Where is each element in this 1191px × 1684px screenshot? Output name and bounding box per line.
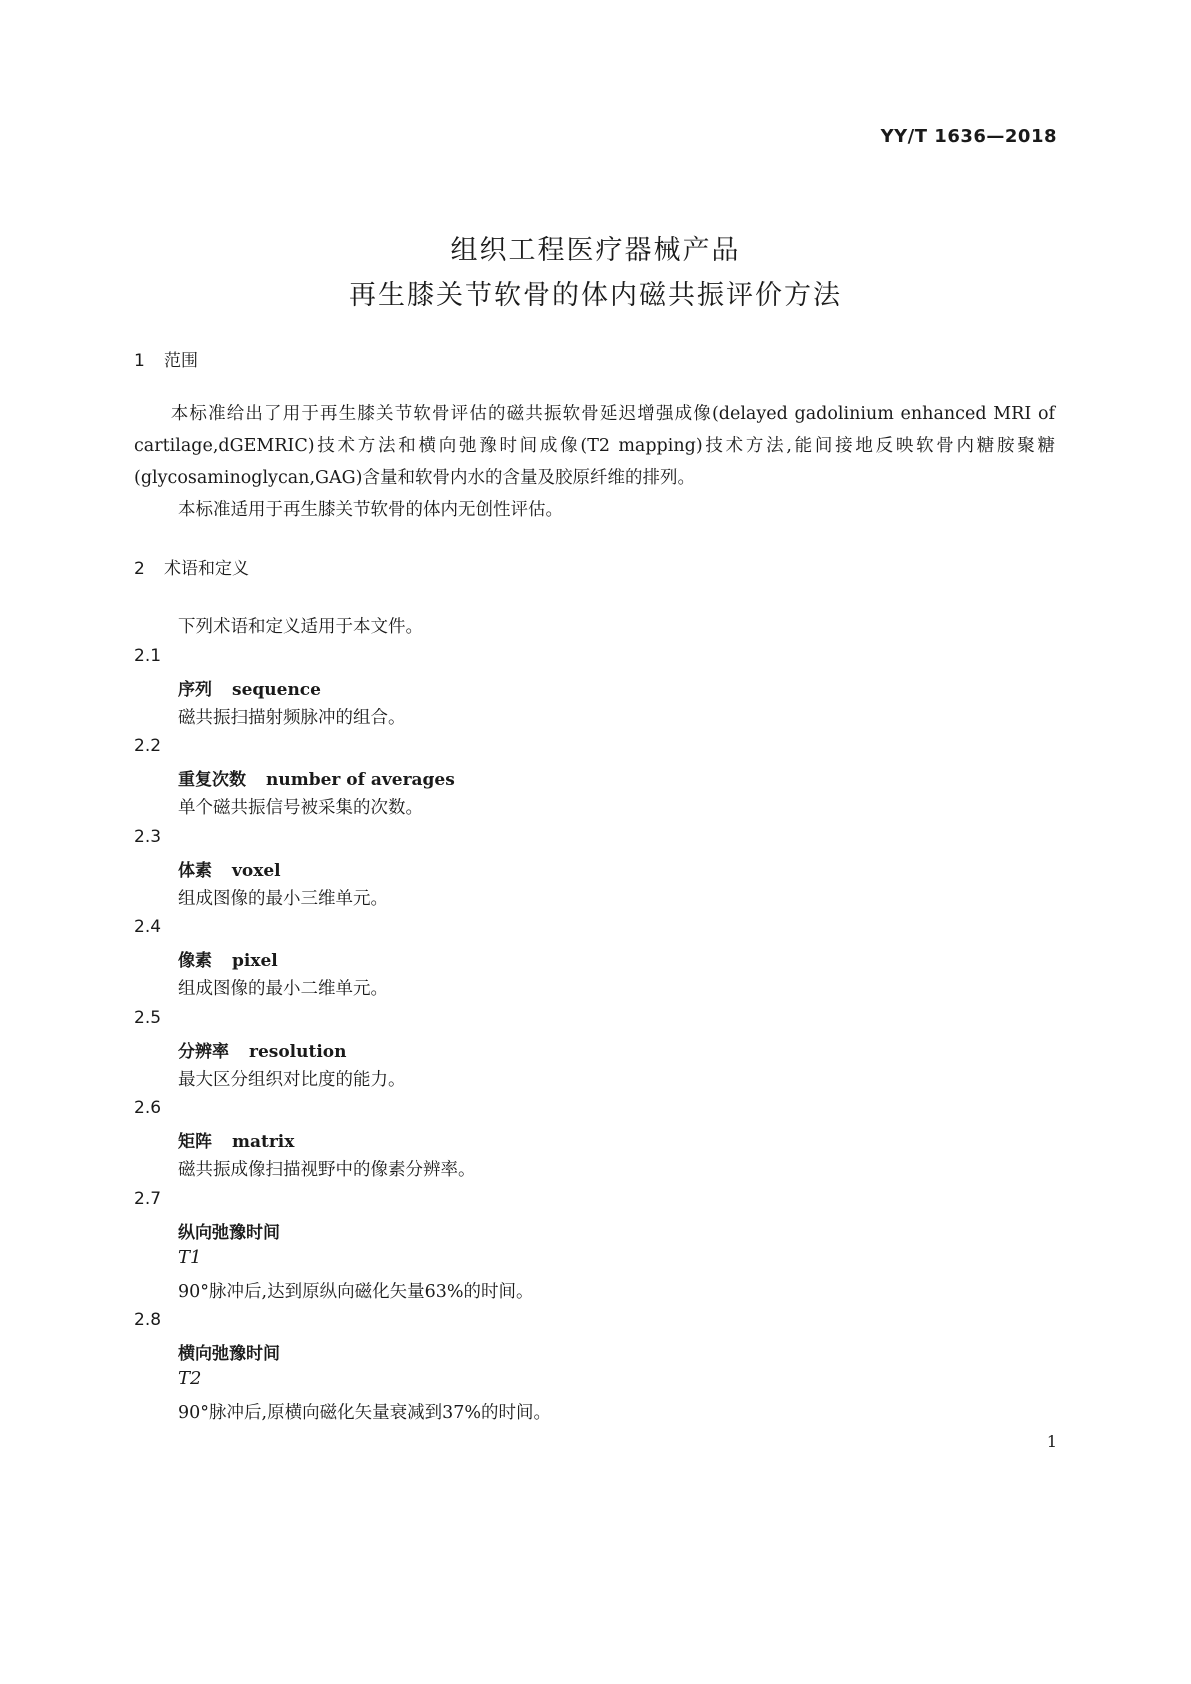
clause-number: 2.5 <box>134 1008 162 1028</box>
term-zh: 体素 <box>178 861 212 881</box>
standard-number: YY/T 1636—2018 <box>880 126 1057 147</box>
term-symbol: T1 <box>178 1247 202 1268</box>
terms-intro: 下列术语和定义适用于本文件。 <box>178 617 423 637</box>
section-title: 术语和定义 <box>164 559 249 579</box>
clause-number: 2.7 <box>134 1189 162 1209</box>
term-en: voxel <box>232 861 281 881</box>
clause-number: 2.4 <box>134 917 162 937</box>
clause-number: 2.6 <box>134 1098 162 1118</box>
clause-number: 2.1 <box>134 646 162 666</box>
document-title-line2: 再生膝关节软骨的体内磁共振评价方法 <box>349 280 842 311</box>
term-zh: 重复次数 <box>178 770 246 790</box>
section-1-heading <box>134 346 198 371</box>
term-entry <box>178 1127 294 1152</box>
term-zh: 分辨率 <box>178 1042 229 1062</box>
term-zh: 横向弛豫时间 <box>178 1344 280 1364</box>
term-symbol: T2 <box>178 1368 202 1389</box>
term-zh: 纵向弛豫时间 <box>178 1223 280 1243</box>
clause-number: 2.8 <box>134 1310 162 1330</box>
term-zh: 像素 <box>178 951 212 971</box>
term-en: number of averages <box>266 770 455 790</box>
term-en: matrix <box>232 1132 295 1152</box>
term-definition: 磁共振扫描射频脉冲的组合。 <box>178 708 406 728</box>
term-en: resolution <box>249 1042 347 1062</box>
term-definition: 组成图像的最小三维单元。 <box>178 889 388 909</box>
clause-number: 2.3 <box>134 827 162 847</box>
scope-paragraph: 本标准给出了用于再生膝关节软骨评估的磁共振软骨延迟增强成像(delayed gadolinium enhanced MRI of cartilage,dGEMRIC)技术方法和横向弛豫时间成像(T2 mapping)技术方法,能间接地反映软骨内糖胺聚糖(glycosaminoglycan,GAG)含量和软骨内水的含量及胶原纤维的排列。 <box>134 404 1055 488</box>
scope-applicability: 本标准适用于再生膝关节软骨的体内无创性评估。 <box>178 500 563 520</box>
term-definition: 90°脉冲后,达到原纵向磁化矢量63%的时间。 <box>178 1282 534 1302</box>
term-definition: 单个磁共振信号被采集的次数。 <box>178 798 423 818</box>
term-entry <box>178 765 455 790</box>
term-definition: 最大区分组织对比度的能力。 <box>178 1070 406 1090</box>
term-definition: 90°脉冲后,原横向磁化矢量衰减到37%的时间。 <box>178 1403 551 1423</box>
term-entry <box>178 856 281 881</box>
section-title: 范围 <box>164 351 198 371</box>
section-2-heading <box>134 554 249 579</box>
term-entry <box>178 1218 280 1243</box>
section-number: 1 <box>134 351 145 371</box>
term-entry <box>178 1037 347 1062</box>
term-zh: 序列 <box>178 680 212 700</box>
page-number: 1 <box>1046 1432 1057 1451</box>
document-title-line1: 组织工程医疗器械产品 <box>450 235 741 266</box>
term-definition: 磁共振成像扫描视野中的像素分辨率。 <box>178 1160 476 1180</box>
term-en: pixel <box>232 951 278 971</box>
term-entry <box>178 946 278 971</box>
term-definition: 组成图像的最小二维单元。 <box>178 979 388 999</box>
term-zh: 矩阵 <box>178 1132 212 1152</box>
term-en: sequence <box>232 680 321 700</box>
term-entry <box>178 1339 280 1364</box>
clause-number: 2.2 <box>134 736 162 756</box>
section-number: 2 <box>134 559 145 579</box>
term-entry <box>178 675 321 700</box>
